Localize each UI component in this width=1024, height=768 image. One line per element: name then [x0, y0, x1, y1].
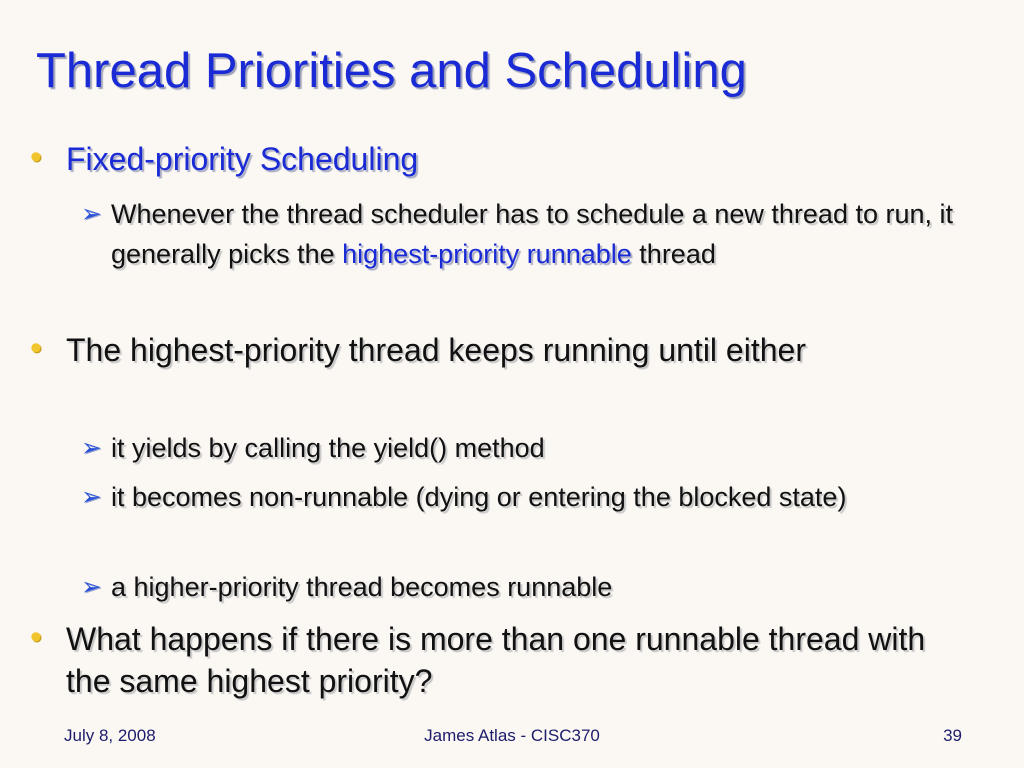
arrow-bullet-icon: ➢: [81, 200, 102, 228]
bullet-item: [30, 618, 966, 702]
sub-bullet-text: a higher-priority thread becomes runnable: [111, 572, 613, 602]
sub-bullet-text: Whenever the thread scheduler has to schedule a new thread to run, it generally picks the: [111, 199, 954, 269]
round-bullet-icon: •: [30, 329, 42, 367]
sub-bullet-item: [81, 194, 971, 274]
slide-number: 39: [943, 726, 962, 745]
footer-author: James Atlas - CISC370: [424, 726, 600, 745]
sub-bullet-text: it becomes non-runnable (dying or entering the blocked state): [111, 482, 847, 512]
round-bullet-icon: •: [30, 138, 42, 176]
arrow-bullet-icon: ➢: [81, 573, 102, 601]
sub-bullet-text-end: thread: [631, 239, 716, 269]
bullet-text: Fixed-priority Scheduling: [66, 141, 419, 177]
bullet-item: [30, 329, 966, 371]
footer-date: July 8, 2008: [64, 726, 156, 745]
arrow-bullet-icon: ➢: [81, 483, 102, 511]
bullet-text: What happens if there is more than one runnable thread with the same highest priority?: [66, 621, 926, 699]
bullet-text: The highest-priority thread keeps running until either: [66, 332, 806, 368]
arrow-bullet-icon: ➢: [81, 434, 102, 462]
round-bullet-icon: •: [30, 618, 42, 656]
sub-bullet-item: [81, 477, 971, 517]
sub-bullet-item: [81, 567, 971, 607]
highlighted-term: highest-priority runnable: [342, 239, 632, 269]
slide-title: Thread Priorities and Scheduling: [36, 44, 747, 98]
bullet-item: [30, 138, 966, 180]
sub-bullet-item: [81, 428, 971, 468]
sub-bullet-text: it yields by calling the yield() method: [111, 433, 545, 463]
